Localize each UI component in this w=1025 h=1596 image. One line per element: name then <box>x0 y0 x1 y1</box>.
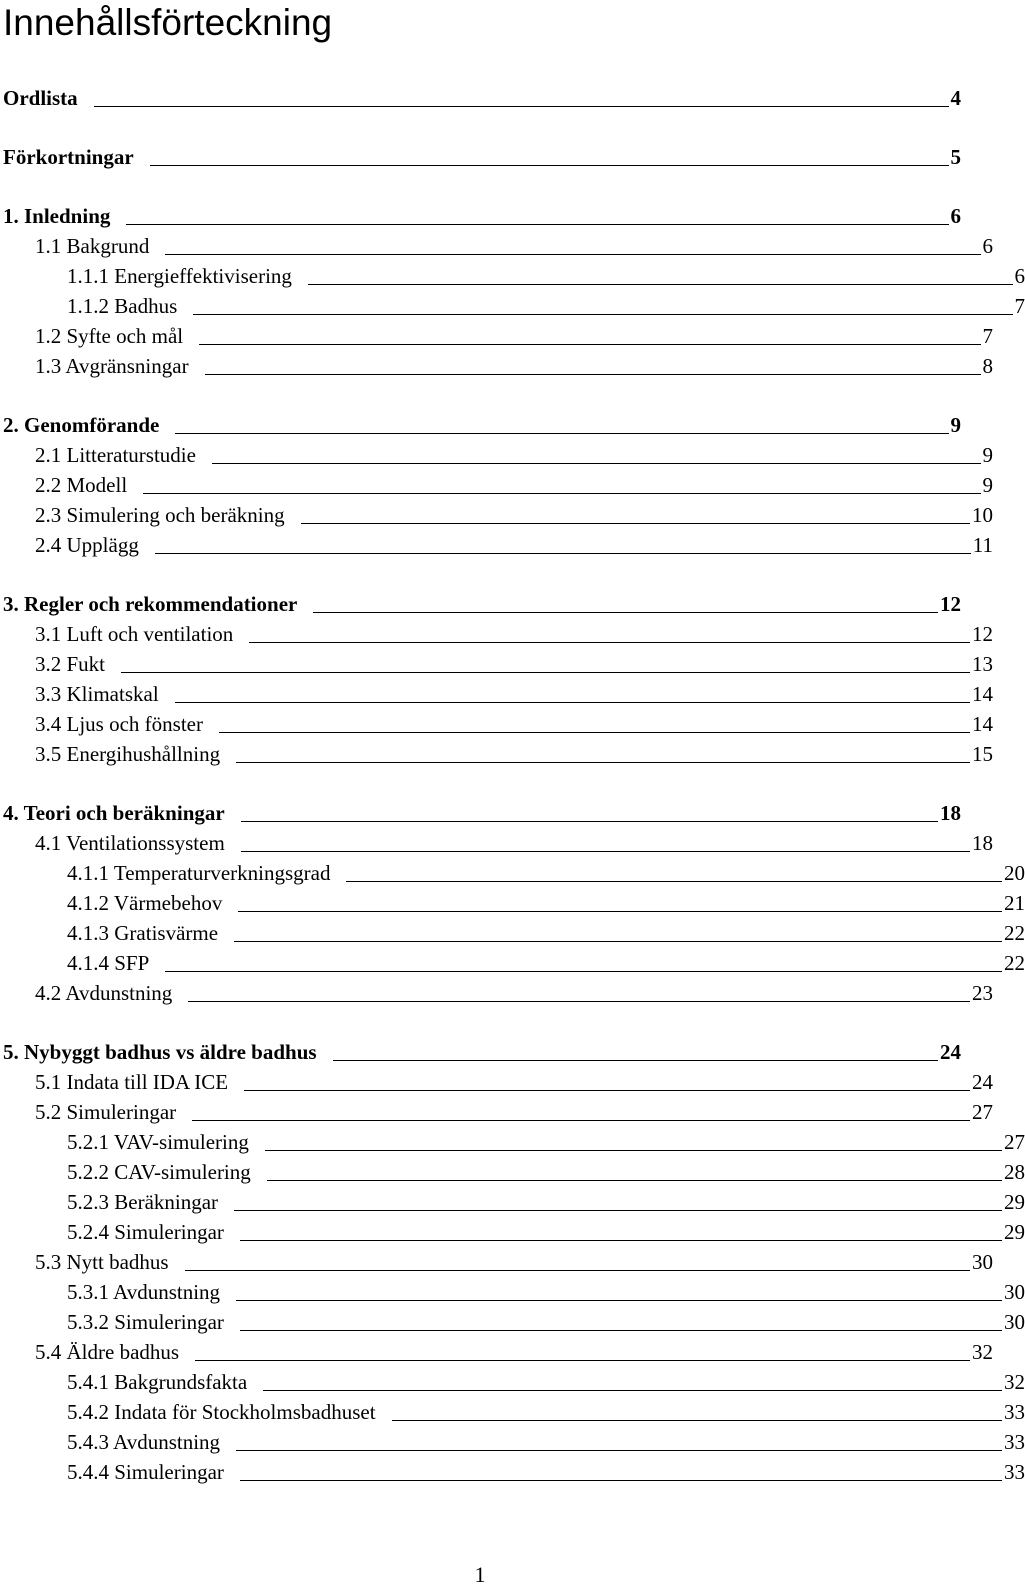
toc-entry-label: 5.4.4 Simuleringar <box>67 1460 224 1484</box>
toc-entry-label: 5. Nybyggt badhus vs äldre badhus <box>3 1040 317 1064</box>
toc-entry-page: 28 <box>1004 1160 1025 1184</box>
toc-entry[interactable] <box>0 1274 1025 1304</box>
toc-leader-line <box>301 523 970 524</box>
toc-entry-label: 1.1.2 Badhus <box>67 294 178 318</box>
toc-entry-label: 5.2.3 Beräkningar <box>67 1190 219 1214</box>
toc-leader-line <box>313 612 938 613</box>
toc-entry[interactable] <box>0 1034 961 1064</box>
toc-entry[interactable] <box>0 437 993 467</box>
toc-leader-line <box>195 1360 970 1361</box>
toc-entry[interactable] <box>0 1424 1025 1454</box>
toc-entry-label: 5.1 Indata till IDA ICE <box>35 1070 229 1094</box>
toc-entry[interactable] <box>0 228 993 258</box>
toc-entry-page: 24 <box>940 1040 961 1064</box>
toc-entry[interactable] <box>0 318 993 348</box>
toc-entry[interactable] <box>0 736 993 766</box>
toc-leader-line <box>267 1180 1002 1181</box>
toc-entry-label: 3.1 Luft och ventilation <box>35 622 234 646</box>
toc-entry-page: 13 <box>972 652 993 676</box>
toc-entry[interactable] <box>0 885 1025 915</box>
toc-entry-page: 9 <box>982 473 993 497</box>
toc-leader-line <box>192 1120 970 1121</box>
toc-leader-line <box>126 224 948 225</box>
toc-entry-label: 3.5 Energihushållning <box>35 742 221 766</box>
toc-entry-page: 8 <box>982 354 993 378</box>
toc-entry-label: 3.4 Ljus och fönster <box>35 712 203 736</box>
toc-entry-page: 27 <box>972 1100 993 1124</box>
toc-entry-page: 18 <box>972 831 993 855</box>
toc-leader-line <box>263 1390 1002 1391</box>
toc-leader-line <box>240 1480 1002 1481</box>
toc-entry-label: 1.1.1 Energieffektivisering <box>67 264 292 288</box>
toc-entry[interactable] <box>0 1184 1025 1214</box>
toc-entry-label: 1.2 Syfte och mål <box>35 324 184 348</box>
toc-entry-label: Ordlista <box>3 86 78 110</box>
toc-leader-line <box>236 1450 1002 1451</box>
toc-entry-label: Förkortningar <box>3 145 134 169</box>
toc-entry-page: 33 <box>1004 1400 1025 1424</box>
toc-entry[interactable] <box>0 1154 1025 1184</box>
toc-entry[interactable] <box>0 1124 1025 1154</box>
toc-entry[interactable] <box>0 825 993 855</box>
toc-leader-line <box>121 672 970 673</box>
toc-entry-label: 2. Genomförande <box>3 413 160 437</box>
toc-entry-label: 2.2 Modell <box>35 473 128 497</box>
toc-leader-line <box>175 433 948 434</box>
toc-entry[interactable] <box>0 706 993 736</box>
toc-leader-line <box>333 1060 938 1061</box>
toc-entry-label: 3.2 Fukt <box>35 652 106 676</box>
toc-leader-line <box>346 881 1002 882</box>
toc-entry[interactable] <box>0 1304 1025 1334</box>
toc-entry[interactable] <box>0 139 961 169</box>
toc-leader-line <box>205 374 981 375</box>
toc-entry[interactable] <box>0 1244 993 1274</box>
toc-entry-page: 9 <box>982 443 993 467</box>
toc-leader-line <box>94 106 949 107</box>
toc-entry[interactable] <box>0 288 1025 318</box>
toc-entry-label: 5.3.1 Avdunstning <box>67 1280 221 1304</box>
toc-entry-label: 3. Regler och rekommendationer <box>3 592 298 616</box>
toc-entry[interactable] <box>0 80 961 110</box>
toc-entry-label: 4.1.1 Temperaturverkningsgrad <box>67 861 331 885</box>
toc-leader-line <box>234 941 1002 942</box>
toc-entry[interactable] <box>0 855 1025 885</box>
toc-entry[interactable] <box>0 1214 1025 1244</box>
toc-entry-page: 6 <box>1014 264 1025 288</box>
toc-entry-label: 5.4.1 Bakgrundsfakta <box>67 1370 248 1394</box>
toc-entry-label: 4.1 Ventilationssystem <box>35 831 225 855</box>
toc-entry-label: 5.2.2 CAV-simulering <box>67 1160 251 1184</box>
toc-entry-page: 33 <box>1004 1460 1025 1484</box>
toc-entry[interactable] <box>0 646 993 676</box>
toc-entry[interactable] <box>0 945 1025 975</box>
toc-entry-label: 4.1.3 Gratisvärme <box>67 921 219 945</box>
toc-entry[interactable] <box>0 676 993 706</box>
toc-leader-line <box>249 642 970 643</box>
toc-entry[interactable] <box>0 795 961 825</box>
toc-entry[interactable] <box>0 258 1025 288</box>
toc-entry-label: 5.2.1 VAV-simulering <box>67 1130 249 1154</box>
toc-entry-label: 4.1.2 Värmebehov <box>67 891 223 915</box>
toc-leader-line <box>392 1420 1002 1421</box>
toc-entry-page: 7 <box>982 324 993 348</box>
toc-entry-label: 5.3.2 Simuleringar <box>67 1310 224 1334</box>
toc-entry-page: 29 <box>1004 1190 1025 1214</box>
toc-entry[interactable] <box>0 1364 1025 1394</box>
toc-entry[interactable] <box>0 1094 993 1124</box>
toc-entry-page: 12 <box>940 592 961 616</box>
toc-entry-page: 4 <box>950 86 961 110</box>
toc-leader-line <box>188 1001 970 1002</box>
toc-leader-line <box>236 1300 1002 1301</box>
toc-entry-page: 12 <box>972 622 993 646</box>
toc-entry-page: 11 <box>972 533 993 557</box>
toc-entry-page: 24 <box>972 1070 993 1094</box>
toc-entry-label: 5.4.3 Avdunstning <box>67 1430 221 1454</box>
toc-entry[interactable] <box>0 467 993 497</box>
page-number: 1 <box>474 1562 486 1587</box>
toc-leader-line <box>244 1090 970 1091</box>
toc-leader-line <box>234 1210 1002 1211</box>
toc-entry-page: 23 <box>972 981 993 1005</box>
toc-entry-label: 4.2 Avdunstning <box>35 981 173 1005</box>
toc-entry-page: 29 <box>1004 1220 1025 1244</box>
toc-entry[interactable] <box>0 527 993 557</box>
toc-entry[interactable] <box>0 198 961 228</box>
toc-entry[interactable] <box>0 975 993 1005</box>
toc-leader-line <box>193 314 1012 315</box>
toc-entry-label: 3.3 Klimatskal <box>35 682 159 706</box>
toc-leader-line <box>175 702 970 703</box>
toc-entry-page: 33 <box>1004 1430 1025 1454</box>
toc-entry-label: 5.4 Äldre badhus <box>35 1340 180 1364</box>
toc-entry-label: 1. Inledning <box>3 204 111 228</box>
toc-entry-label: 1.3 Avgränsningar <box>35 354 189 378</box>
toc-entry-page: 30 <box>972 1250 993 1274</box>
toc-entry-label: 4. Teori och beräkningar <box>3 801 225 825</box>
toc-leader-line <box>240 1330 1002 1331</box>
toc-entry-page: 14 <box>972 682 993 706</box>
toc-entry-page: 30 <box>1004 1310 1025 1334</box>
toc-leader-line <box>219 732 970 733</box>
toc-entry-page: 32 <box>1004 1370 1025 1394</box>
toc-entry[interactable] <box>0 1064 993 1094</box>
toc-leader-line <box>308 284 1013 285</box>
toc-entry-page: 5 <box>950 145 961 169</box>
toc-leader-line <box>165 254 980 255</box>
toc-entry-page: 6 <box>982 234 993 258</box>
toc-leader-line <box>155 553 971 554</box>
toc-entry-page: 6 <box>950 204 961 228</box>
toc-entry[interactable] <box>0 497 993 527</box>
toc-entry-page: 10 <box>972 503 993 527</box>
toc-entry-label: 2.4 Upplägg <box>35 533 139 557</box>
toc-entry-page: 7 <box>1014 294 1025 318</box>
page-title: Innehållsförteckning <box>3 2 333 43</box>
toc-leader-line <box>265 1150 1002 1151</box>
toc-entry-label: 5.4.2 Indata för Stockholmsbadhuset <box>67 1400 376 1424</box>
toc-entry-label: 5.3 Nytt badhus <box>35 1250 169 1274</box>
toc-entry-label: 5.2.4 Simuleringar <box>67 1220 224 1244</box>
toc-entry-page: 32 <box>972 1340 993 1364</box>
toc-entry-label: 2.1 Litteraturstudie <box>35 443 196 467</box>
toc-leader-line <box>143 493 980 494</box>
toc-entry[interactable] <box>0 407 961 437</box>
toc-entry-label: 4.1.4 SFP <box>67 951 150 975</box>
toc-leader-line <box>165 971 1002 972</box>
toc-leader-line <box>240 1240 1002 1241</box>
toc-leader-line <box>241 821 938 822</box>
toc-entry[interactable] <box>0 586 961 616</box>
toc-entry-page: 22 <box>1004 951 1025 975</box>
toc-entry-page: 27 <box>1004 1130 1025 1154</box>
toc-entry-page: 18 <box>940 801 961 825</box>
toc-entry[interactable] <box>0 348 993 378</box>
toc-entry[interactable] <box>0 616 993 646</box>
toc-entry-page: 20 <box>1004 861 1025 885</box>
toc-leader-line <box>241 851 970 852</box>
toc-entry[interactable] <box>0 1394 1025 1424</box>
toc-entry-label: 2.3 Simulering och beräkning <box>35 503 285 527</box>
toc-leader-line <box>199 344 980 345</box>
toc-entry-page: 30 <box>1004 1280 1025 1304</box>
toc-entry-label: 1.1 Bakgrund <box>35 234 150 258</box>
toc-entry-page: 9 <box>950 413 961 437</box>
toc-entry[interactable] <box>0 915 1025 945</box>
toc-leader-line <box>150 165 949 166</box>
toc-leader-line <box>185 1270 970 1271</box>
toc-leader-line <box>236 762 970 763</box>
toc-leader-line <box>212 463 981 464</box>
toc-entry[interactable] <box>0 1334 993 1364</box>
toc-entry-page: 21 <box>1004 891 1025 915</box>
toc-leader-line <box>238 911 1002 912</box>
toc-entry-page: 15 <box>972 742 993 766</box>
toc-entry-page: 14 <box>972 712 993 736</box>
toc-entry-label: 5.2 Simuleringar <box>35 1100 177 1124</box>
toc-entry[interactable] <box>0 1454 1025 1484</box>
toc-entry-page: 22 <box>1004 921 1025 945</box>
